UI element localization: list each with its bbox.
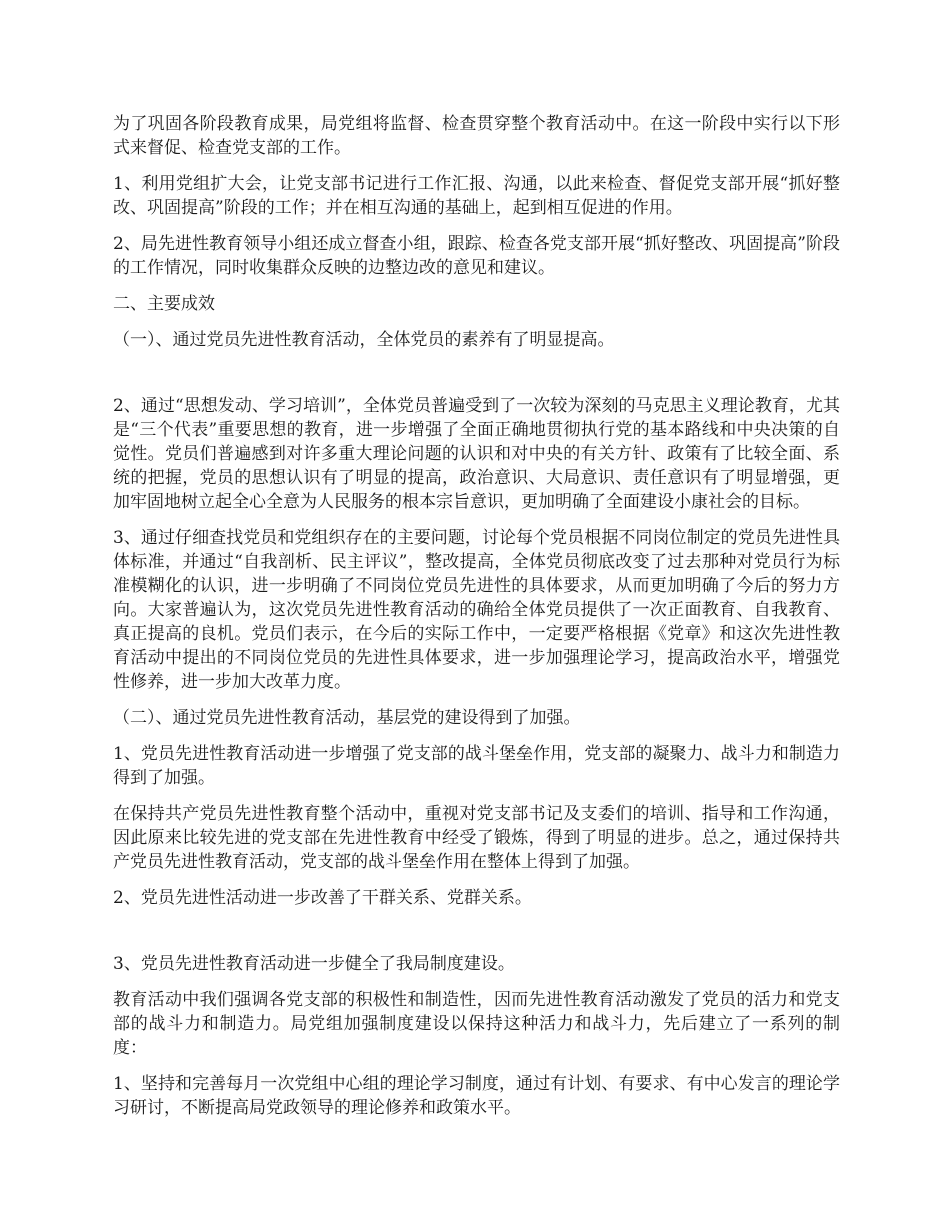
- result-item-2: 2、通过“思想发动、学习培训”，全体党员普遍受到了一次较为深刻的马克思主义理论教育，尤其是“三个代表”重要思想的教育，进一步增强了全面正确地贯彻执行党的基本路线和中央决策的自觉性。党员们普遍感到对许多重大理论问题的认识和对中央的有关方针、政策有了比较全面、系统的把握，党员的思想认识有了明显的提高，政治意识、大局意识、责任意识有了明显增强，更加牢固地树立起全心全意为人民服务的根本宗旨意识，更加明确了全面建设小康社会的目标。: [113, 396, 840, 512]
- intro-paragraph: 为了巩固各阶段教育成果，局党组将监督、检查贯穿整个教育活动中。在这一阶段中实行以下形式来督促、检查党支部的工作。: [113, 114, 840, 158]
- system-item-1: 1、坚持和完善每月一次党组中心组的理论学习制度，通过有计划、有要求、有中心发言的理论学习研讨，不断提高局党政领导的理论修养和政策水平。: [113, 1074, 840, 1118]
- section-heading-results: 二、主要成效: [113, 294, 215, 314]
- party-building-item-3: 3、党员先进性教育活动进一步健全了我局制度建设。: [113, 954, 515, 974]
- document-page: [113, 112, 840, 1132]
- supervision-item-2: 2、局先进性教育领导小组还成立督查小组，跟踪、检查各党支部开展“抓好整改、巩固提高”阶段的工作情况，同时收集群众反映的边整边改的意见和建议。: [113, 234, 840, 278]
- spacer: [113, 364, 840, 394]
- party-building-item-1: 1、党员先进性教育活动进一步增强了党支部的战斗堡垒作用，党支部的凝聚力、战斗力和制造力得到了加强。: [113, 744, 840, 788]
- subheading-1: （一）、通过党员先进性教育活动，全体党员的素养有了明显提高。: [113, 330, 615, 350]
- system-building-paragraph: 教育活动中我们强调各党支部的积极性和制造性，因而先进性教育活动激发了党员的活力和党支部的战斗力和制造力。局党组加强制度建设以保持这种活力和战斗力，先后建立了一系列的制度：: [113, 990, 840, 1058]
- result-item-3: 3、通过仔细查找党员和党组织存在的主要问题，讨论每个党员根据不同岗位制定的党员先进性具体标准，并通过“自我剖析、民主评议”，整改提高，全体党员彻底改变了过去那种对党员行为标准模糊化的认识，进一步明确了不同岗位党员先进性的具体要求，从而更加明确了今后的努力方向。大家普遍认为，这次党员先进性教育活动的确给全体党员提供了一次正面教育、自我教育、真正提高的良机。党员们表示，在今后的实际工作中，一定要严格根据《党章》和这次先进性教育活动中提出的不同岗位党员的先进性具体要求，进一步加强理论学习，提高政治水平，增强党性修养，进一步加大改革力度。: [113, 528, 840, 692]
- subheading-2: （二）、通过党员先进性教育活动，基层党的建设得到了加强。: [113, 708, 581, 728]
- party-building-item-2: 2、党员先进性活动进一步改善了干群关系、党群关系。: [113, 888, 532, 908]
- supervision-item-1: 1、利用党组扩大会，让党支部书记进行工作汇报、沟通，以此来检查、督促党支部开展“抓好整改、巩固提高”阶段的工作；并在相互沟通的基础上，起到相互促进的作用。: [113, 174, 840, 218]
- party-building-paragraph: 在保持共产党员先进性教育整个活动中，重视对党支部书记及支委们的培训、指导和工作沟通，因此原来比较先进的党支部在先进性教育中经受了锻炼，得到了明显的进步。总之，通过保持共产党员先进性教育活动，党支部的战斗堡垒作用在整体上得到了加强。: [113, 804, 840, 872]
- spacer: [113, 922, 840, 952]
